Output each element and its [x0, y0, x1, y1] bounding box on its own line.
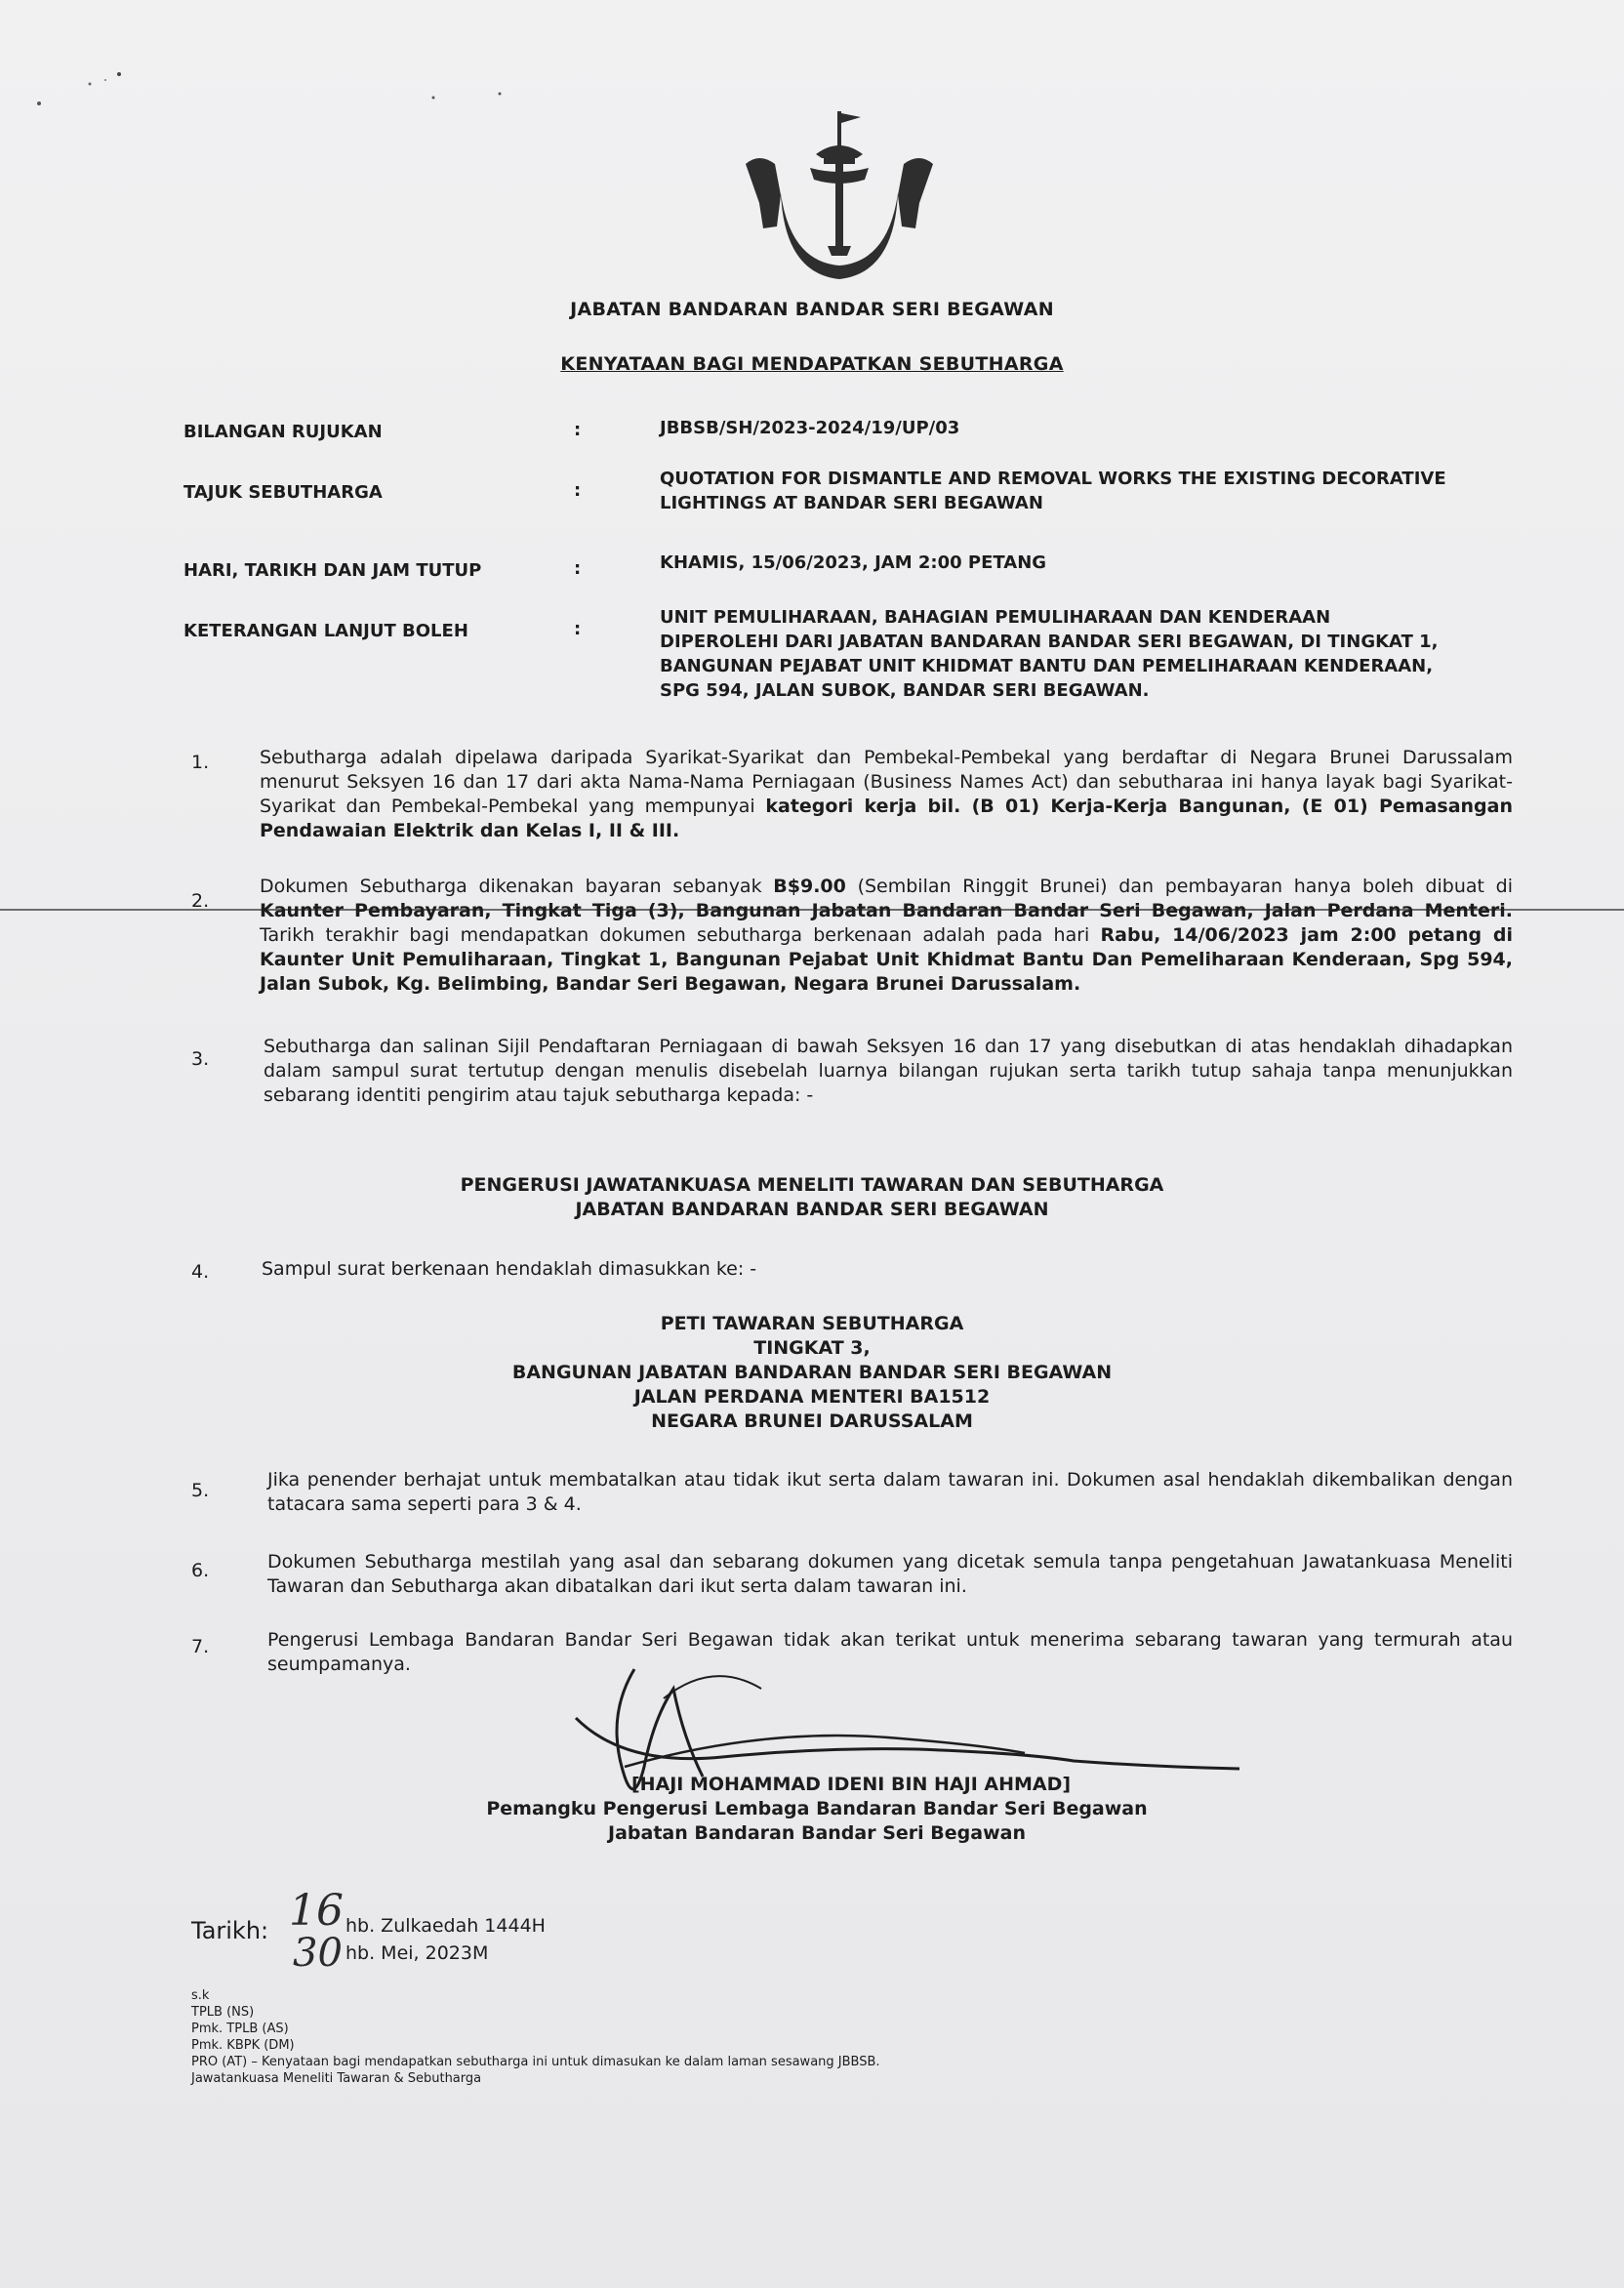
cc-line: TPLB (NS)	[191, 2005, 255, 2020]
scan-speck-icon	[29, 59, 146, 117]
address-line: PETI TAWARAN SEBUTHARGA	[660, 1313, 964, 1334]
para-5-number: 5.	[191, 1480, 210, 1501]
brunei-crest-icon	[742, 107, 937, 293]
cc-list	[191, 1987, 880, 2087]
para-3-text: Sebutharga dan salinan Sijil Pendaftaran Perniagaan di bawah Seksyen 16 dan 17 yang disebutkan di atas hendaklah dihadapkan dalam sampul surat tertutup dengan menulis disebelah luarnya bilangan rujukan serta tarikh tutup sahaja tanpa menunjukkan sebarang identiti pengirim atau tajuk sebutharga kepada: -	[264, 1036, 1513, 1106]
subject-colon: :	[574, 480, 582, 501]
subject-value-line: QUOTATION FOR DISMANTLE AND REMOVAL WORKS THE EXISTING DECORATIVE	[660, 469, 1446, 489]
department-heading: JABATAN BANDARAN BANDAR SERI BEGAWAN	[570, 299, 1054, 320]
info-value	[660, 605, 1499, 703]
closing-colon: :	[574, 558, 582, 579]
subject-label: TAJUK SEBUTHARGA	[183, 482, 383, 503]
info-label: KETERANGAN LANJUT BOLEH	[183, 621, 468, 641]
hijri-day-handwritten: 16	[289, 1886, 344, 1936]
hijri-date: hb. Zulkaedah 1444H	[345, 1915, 546, 1937]
para-3-number: 3.	[191, 1048, 210, 1070]
cc-line: s.k	[191, 1988, 210, 2003]
para-4-text: Sampul surat berkenaan hendaklah dimasukkan ke: -	[262, 1258, 757, 1280]
addressee-line: PENGERUSI JAWATANKUASA MENELITI TAWARAN DAN SEBUTHARGA	[460, 1174, 1164, 1196]
cc-line: Pmk. TPLB (AS)	[191, 2022, 289, 2036]
para-7-text: Pengerusi Lembaga Bandaran Bandar Seri Begawan tidak akan terikat untuk menerima sebarang tawaran yang termurah atau seumpamanya.	[267, 1629, 1513, 1675]
para-text-span: Tarikh terakhir bagi mendapatkan dokumen sebutharga berkenaan adalah pada hari	[260, 924, 1101, 946]
para-text-span: Dokumen Sebutharga dikenakan bayaran sebanyak	[260, 876, 774, 897]
address-line: NEGARA BRUNEI DARUSSALAM	[651, 1410, 973, 1432]
para-bold-span: B$9.00	[773, 876, 846, 897]
address-line: BANGUNAN JABATAN BANDARAN BANDAR SERI BEGAWAN	[511, 1362, 1113, 1383]
para-5-text: Jika penender berhajat untuk membatalkan atau tidak ikut serta dalam tawaran ini. Dokumen asal hendaklah dikembalikan dengan tatacara sama seperti para 3 & 4.	[267, 1469, 1513, 1515]
address-line: TINGKAT 3,	[753, 1337, 871, 1359]
subject-value-line: LIGHTINGS AT BANDAR SERI BEGAWAN	[660, 493, 1043, 513]
addressee-line: JABATAN BANDARAN BANDAR SERI BEGAWAN	[575, 1199, 1049, 1220]
signatory-block	[0, 1773, 1624, 1846]
info-value-line: UNIT PEMULIHARAAN, BAHAGIAN PEMULIHARAAN DAN KENDERAAN	[660, 607, 1331, 628]
para-4-number: 4.	[191, 1261, 210, 1283]
para-7-number: 7.	[191, 1636, 210, 1657]
para-2-number: 2.	[191, 890, 210, 912]
para-2-text	[260, 875, 1513, 997]
para-text-span: Sebutharga adalah dipelawa daripada Syarikat-Syarikat dan Pembekal-Pembekal yang berdaftar di Negara Brunei Darussalam menurut Seksyen 16 dan 17 dari akta Nama-Nama Perniagaan (Business Names Act) dan sebutharaa ini hanya layak bagi Syarikat-Syarikat dan Pembekal-Pembekal yang mempunyai	[260, 747, 1513, 817]
scan-speck-icon	[429, 88, 508, 107]
date-label: Tarikh:	[191, 1917, 269, 1944]
para-text-span: (Sembilan Ringgit Brunei) dan pembayaran hanya boleh dibuat di	[845, 876, 1513, 897]
info-colon: :	[574, 619, 582, 639]
closing-label: HARI, TARIKH DAN JAM TUTUP	[183, 560, 482, 581]
notice-title: KENYATAAN BAGI MENDAPATKAN SEBUTHARGA	[560, 353, 1064, 375]
masihi-day-handwritten: 30	[293, 1931, 343, 1976]
info-value-line: BANGUNAN PEJABAT UNIT KHIDMAT BANTU DAN PEMELIHARAAN KENDERAAN,	[660, 656, 1434, 676]
signatory-name: [HAJI MOHAMMAD IDENI BIN HAJI AHMAD]	[630, 1774, 1072, 1795]
signatory-department: Jabatan Bandaran Bandar Seri Begawan	[608, 1822, 1026, 1844]
para-6-number: 6.	[191, 1560, 210, 1581]
para-bold-span: kategori kerja bil. (B 01) Kerja-Kerja Bangunan, (E 01) Pemasangan Pendawaian Elektrik dan Kelas I, II & III.	[260, 796, 1514, 841]
info-value-line: SPG 594, JALAN SUBOK, BANDAR SERI BEGAWAN.	[660, 680, 1150, 701]
tender-box-address	[0, 1312, 1624, 1434]
masihi-date: hb. Mei, 2023M	[345, 1942, 489, 1964]
address-line: JALAN PERDANA MENTERI BA1512	[633, 1386, 991, 1408]
cc-line: PRO (AT) – Kenyataan bagi mendapatkan sebutharga ini untuk dimasukan ke dalam laman sesawang JBBSB.	[191, 2055, 880, 2069]
para-1-text	[260, 746, 1513, 843]
para-6-text: Dokumen Sebutharga mestilah yang asal dan sebarang dokumen yang dicetak semula tanpa pengetahuan Jawatankuasa Meneliti Tawaran dan Sebutharga akan dibatalkan dari ikut serta dalam tawaran ini.	[267, 1551, 1513, 1597]
para-bold-span: Kaunter Pembayaran, Tingkat Tiga (3), Bangunan Jabatan Bandaran Bandar Seri Begawan, Jalan Perdana Menteri.	[260, 900, 1513, 921]
signatory-position: Pemangku Pengerusi Lembaga Bandaran Bandar Seri Begawan	[486, 1798, 1148, 1819]
subject-value	[660, 467, 1499, 515]
addressee-block	[0, 1173, 1624, 1222]
ref-label: BILANGAN RUJUKAN	[183, 422, 383, 442]
para-bold-span: Rabu, 14/06/2023 jam 2:00 petang di Kaunter Unit Pemuliharaan, Tingkat 1, Bangunan Pejabat Unit Khidmat Bantu Dan Pemeliharaan Kenderaan, Spg 594, Jalan Subok, Kg. Belimbing, Bandar Seri Begawan, Negara Brunei Darussalam.	[260, 924, 1513, 995]
para-1-number: 1.	[191, 752, 210, 773]
info-value-line: DIPEROLEHI DARI JABATAN BANDARAN BANDAR SERI BEGAWAN, DI TINGKAT 1,	[660, 632, 1439, 652]
ref-colon: :	[574, 420, 582, 440]
cc-line: Pmk. KBPK (DM)	[191, 2038, 295, 2053]
ref-value: JBBSB/SH/2023-2024/19/UP/03	[660, 418, 960, 438]
closing-value: KHAMIS, 15/06/2023, JAM 2:00 PETANG	[660, 552, 1047, 573]
cc-line: Jawatankuasa Meneliti Tawaran & Sebutharga	[191, 2071, 482, 2086]
